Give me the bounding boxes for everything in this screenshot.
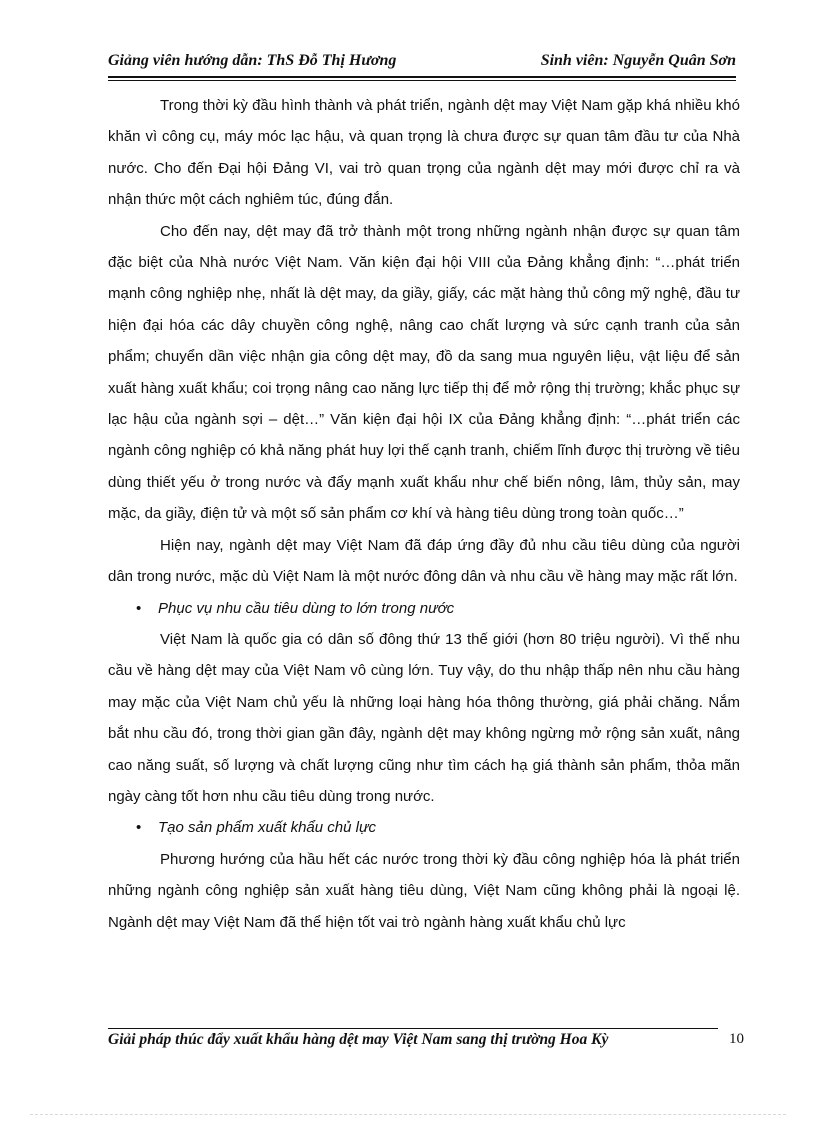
header-student: Sinh viên: Nguyễn Quân Sơn bbox=[540, 52, 736, 69]
paragraph-intro-2: Cho đến nay, dệt may đã trở thành một trong những ngành nhận được sự quan tâm đặc biệt của Nhà nước Việt Nam. Văn kiện đại hội VIII của Đảng khẳng định: “…phát triển mạnh công nghiệp nhẹ, nhất là dệt may, da giầy, giấy, các mặt hàng thủ công mỹ nghệ, đầu tư hiện đại hóa các dây chuyền công nghệ, nâng cao chất lượng và sức cạnh tranh của sản phẩm; chuyển dần việc nhận gia công dệt may, đồ da sang mua nguyên liệu, vật liệu để sản xuất hàng xuất khẩu; coi trọng nâng cao năng lực tiếp thị để mở rộng thị trường; khắc phục sự lạc hậu của ngành sợi – dệt…” Văn kiện đại hội IX của Đảng khẳng định: “…phát triển các ngành công nghiệp có khả năng phát huy lợi thế cạnh tranh, chiếm lĩnh được thị trường về tiêu dùng thiết yếu ở trong nước và đẩy mạnh xuất khẩu như chế biến nông, lâm, thủy sản, may mặc, da giầy, điện tử và một số sản phẩm cơ khí và hàng tiêu dùng trong toàn quốc…” bbox=[108, 222, 740, 523]
page-footer bbox=[108, 1031, 744, 1053]
paragraph-export: Phương hướng của hầu hết các nước trong thời kỳ đầu công nghiệp hóa là phát triển những ngành công nghiệp sản xuất hàng tiêu dùng, Việt Nam cũng không phải là ngoại lệ. Ngành dệt may Việt Nam đã thể hiện tốt vai trò ngành hàng xuất khẩu chủ lực bbox=[108, 850, 740, 931]
page-header bbox=[108, 52, 736, 74]
bullet-icon: • bbox=[136, 819, 142, 837]
paragraph-intro-3: Hiện nay, ngành dệt may Việt Nam đã đáp ứng đầy đủ nhu cầu tiêu dùng của người dân trong nước, mặc dù Việt Nam là một nước đông dân và nhu cầu về hàng may mặc rất lớn. bbox=[108, 536, 740, 586]
page-number: 10 bbox=[729, 1031, 744, 1047]
header-rule-thin bbox=[108, 80, 736, 81]
bullet-domestic-demand bbox=[108, 593, 740, 624]
bullet-domestic-label: Phục vụ nhu cầu tiêu dùng to lớn trong nước bbox=[158, 599, 455, 617]
paragraph-intro-1: Trong thời kỳ đầu hình thành và phát triển, ngành dệt may Việt Nam gặp khá nhiều khó khăn vì công cụ, máy móc lạc hậu, và quan trọng là chưa được sự quan tâm đầu tư của Nhà nước. Cho đến Đại hội Đảng VI, vai trò quan trọng của ngành dệt may mới được chỉ ra và nhận thức một cách nghiêm túc, đúng đắn. bbox=[108, 97, 740, 209]
footer-rule bbox=[108, 1028, 718, 1029]
page-content bbox=[108, 90, 740, 938]
header-rule bbox=[108, 76, 736, 78]
bullet-export-product bbox=[108, 812, 740, 843]
page-break-line bbox=[30, 1114, 786, 1115]
paragraph-domestic: Việt Nam là quốc gia có dân số đông thứ 13 thế giới (hơn 80 triệu người). Vì thế nhu cầu về hàng dệt may của Việt Nam vô cùng lớn. Tuy vậy, do thu nhập thấp nên nhu cầu hàng may mặc của Việt Nam chủ yếu là những loại hàng hóa thông thường, giá phải chăng. Nắm bắt nhu cầu đó, trong thời gian gần đây, ngành dệt may không ngừng mở rộng sản xuất, nâng cao năng suất, số lượng và chất lượng cũng như tìm cách hạ giá thành sản phẩm, thỏa mãn ngày càng tốt hơn nhu cầu tiêu dùng trong nước. bbox=[108, 630, 740, 805]
bullet-export-label: Tạo sản phẩm xuất khẩu chủ lực bbox=[158, 819, 376, 837]
header-supervisor: Giảng viên hướng dẫn: ThS Đỗ Thị Hương bbox=[108, 52, 397, 69]
footer-title: Giải pháp thúc đẩy xuất khẩu hàng dệt may Việt Nam sang thị trường Hoa Kỳ bbox=[108, 1031, 609, 1048]
bullet-icon: • bbox=[136, 599, 142, 617]
